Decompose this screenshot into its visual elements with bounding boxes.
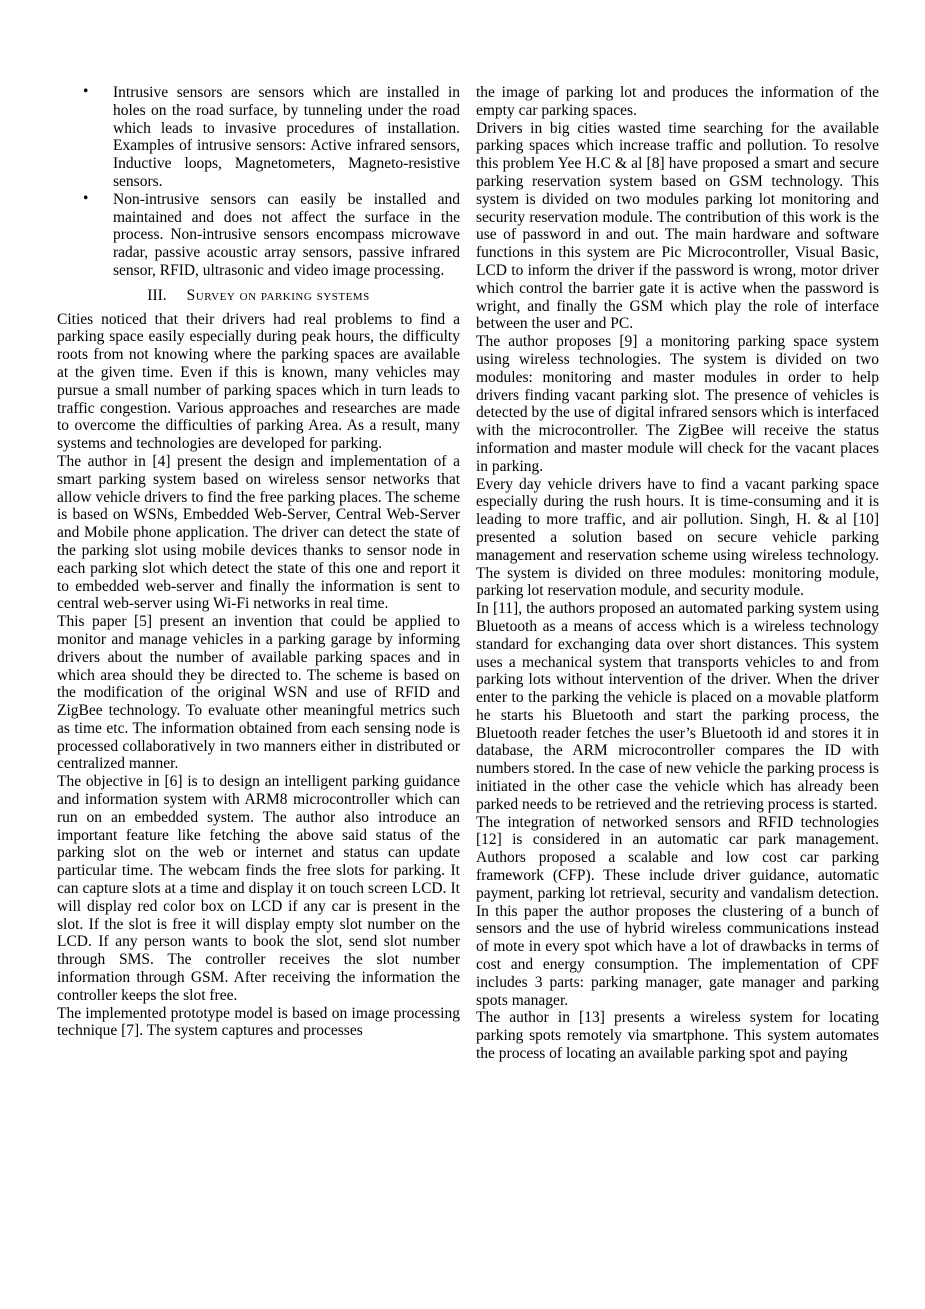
- bullet-list: [57, 84, 460, 280]
- left-column: [57, 84, 460, 1040]
- paragraph-ref-4: The author in [4] present the design and implementation of a smart parking system based on wireless sensor networks that allow vehicle drivers to find the free parking places. The scheme is based on WSNs, Embedded Web-Server, Central Web-Server and Mobile phone application. The driver can detect the state of the parking slot using mobile devices thanks to sensor node in each parking slot which detect the state of this one and report it to embedded web-server and finally the information is sent to central web-server using Wi-Fi networks in real time.: [57, 452, 460, 613]
- paragraph-ref-8: Drivers in big cities wasted time searching for the available parking spaces which increase traffic and pollution. To resolve this problem Yee H.C & al [8] have proposed a smart and secure parking reservation system based on GSM technology. This system is divided on two modules parking lot monitoring and security reservation module. The contribution of this work is the use of password in and out. The main hardware and software functions in this system are Pic Microcontroller, Visual Basic, LCD to inform the driver if the password is wrong, motor driver which control the barrier gate it is active when the password is wright, and finally the GSM which play the role of interface between the user and PC.: [476, 119, 879, 333]
- bullet-item: [57, 84, 460, 191]
- two-column-layout: [57, 84, 879, 1063]
- bullet-icon: •: [83, 189, 89, 207]
- right-column: [476, 84, 879, 1063]
- paragraph-survey-intro: Cities noticed that their drivers had real problems to find a parking space easily especially during peak hours, the difficulty roots from not knowing where the parking spaces are available at the given time. Even if this is known, many vehicles may pursue a small number of parking spaces which in turn leads to traffic congestion. Various approaches and researches are made to overcome the difficulties of parking Area. As a result, many systems and technologies are developed for parking.: [57, 310, 460, 453]
- paragraph-ref-5: This paper [5] present an invention that could be applied to monitor and manage vehicles in a parking garage by informing drivers about the number of available parking spaces and in which area should they be directed to. The scheme is based on the modification of the original WSN and use of RFID and ZigBee technology. To evaluate other meaningful metrics such as time etc. The information obtained from each sensing node is processed collaboratively in two manners either in distributed or centralized manner.: [57, 613, 460, 773]
- paragraph-ref-7-continued: the image of parking lot and produces the information of the empty car parking spaces.: [476, 84, 879, 119]
- paragraph-ref-13: The author in [13] presents a wireless system for locating parking spots remotely via smartphone. This system automates the process of locating an available parking spot and paying: [476, 1009, 879, 1063]
- bullet-text-intrusive-sensors: Intrusive sensors are sensors which are installed in holes on the road surface, by tunneling under the road which leads to invasive procedures of installation. Examples of intrusive sensors: Active infrared sensors, Inductive loops, Magnetometers, Magneto-resistive sensors.: [113, 84, 460, 190]
- section-title: Survey on parking systems: [186, 286, 370, 304]
- bullet-item: [57, 191, 460, 280]
- section-number: III.: [147, 286, 167, 304]
- paragraph-ref-9: The author proposes [9] a monitoring parking space system using wireless technologies. The system is divided on two modules: monitoring and master modules in order to help drivers finding vacant parking slot. The presence of vehicles is detected by the use of digital infrared sensors which is interfaced with the microcontroller. The ZigBee will receive the status information and master module will check for the vacant places in parking.: [476, 333, 879, 475]
- paragraph-ref-10: Every day vehicle drivers have to find a vacant parking space especially during the rush hours. It is time-consuming and it is leading to more traffic, and air pollution. Singh, H. & al [10] presented a solution based on secure vehicle parking management and reservation scheme using wireless technology. The system is divided on three modules: monitoring module, parking lot reservation module, and security module.: [476, 475, 879, 600]
- paragraph-ref-11: In [11], the authors proposed an automated parking system using Bluetooth as a means of access which is a wireless technology standard for exchanging data over short distances. This system uses a mechanical system that transports vehicles to and from parking lots without intervention of the driver. When the driver enter to the parking the vehicle is placed on a movable platform he starts his Bluetooth and start the parking process, the Bluetooth reader fetches the user’s Bluetooth id and stores it in database, the ARM microcontroller compares the ID with numbers stored. In the case of new vehicle the parking process is initiated in the other case the vehicle which has already been parked needs to be retrieved and the retrieving process is started.: [476, 600, 879, 813]
- paragraph-ref-12: The integration of networked sensors and RFID technologies [12] is considered in an automatic car park management. Authors proposed a scalable and low cost car parking framework (CFP). These include driver guidance, automatic payment, parking lot retrieval, security and vandalism detection. In this paper the author proposes the clustering of a bunch of sensors and the use of hybrid wireless communications instead of mote in every spot which have a lot of drawbacks in terms of cost and energy consumption. The implementation of CPF includes 3 parts: parking manager, gate manager and parking spots manager.: [476, 813, 879, 1009]
- bullet-text-non-intrusive-sensors: Non-intrusive sensors can easily be installed and maintained and does not affect the surface in the process. Non-intrusive sensors encompass microwave radar, passive acoustic array sensors, passive infrared sensor, RFID, ultrasonic and video image processing.: [113, 190, 460, 279]
- paragraph-ref-6: The objective in [6] is to design an intelligent parking guidance and information system with ARM8 microcontroller which can run on an embedded system. The author also introduce an important feature like fetching the above said status of the parking slot on the web or internet and status can update particular time. The webcam finds the free slots for parking. It can capture slots at a time and display it on touch screen LCD. It will display red color box on LCD if any car is present in the slot. If the slot is free it will display empty slot number on the LCD. If any person wants to book the slot, send slot number through SMS. The controller receives the slot number information through GSM. After receiving the information the controller keeps the slot free.: [57, 773, 460, 1004]
- bullet-icon: •: [83, 83, 89, 100]
- section-heading: [57, 287, 460, 305]
- paragraph-ref-7: The implemented prototype model is based on image processing technique [7]. The system captures and processes: [57, 1004, 460, 1040]
